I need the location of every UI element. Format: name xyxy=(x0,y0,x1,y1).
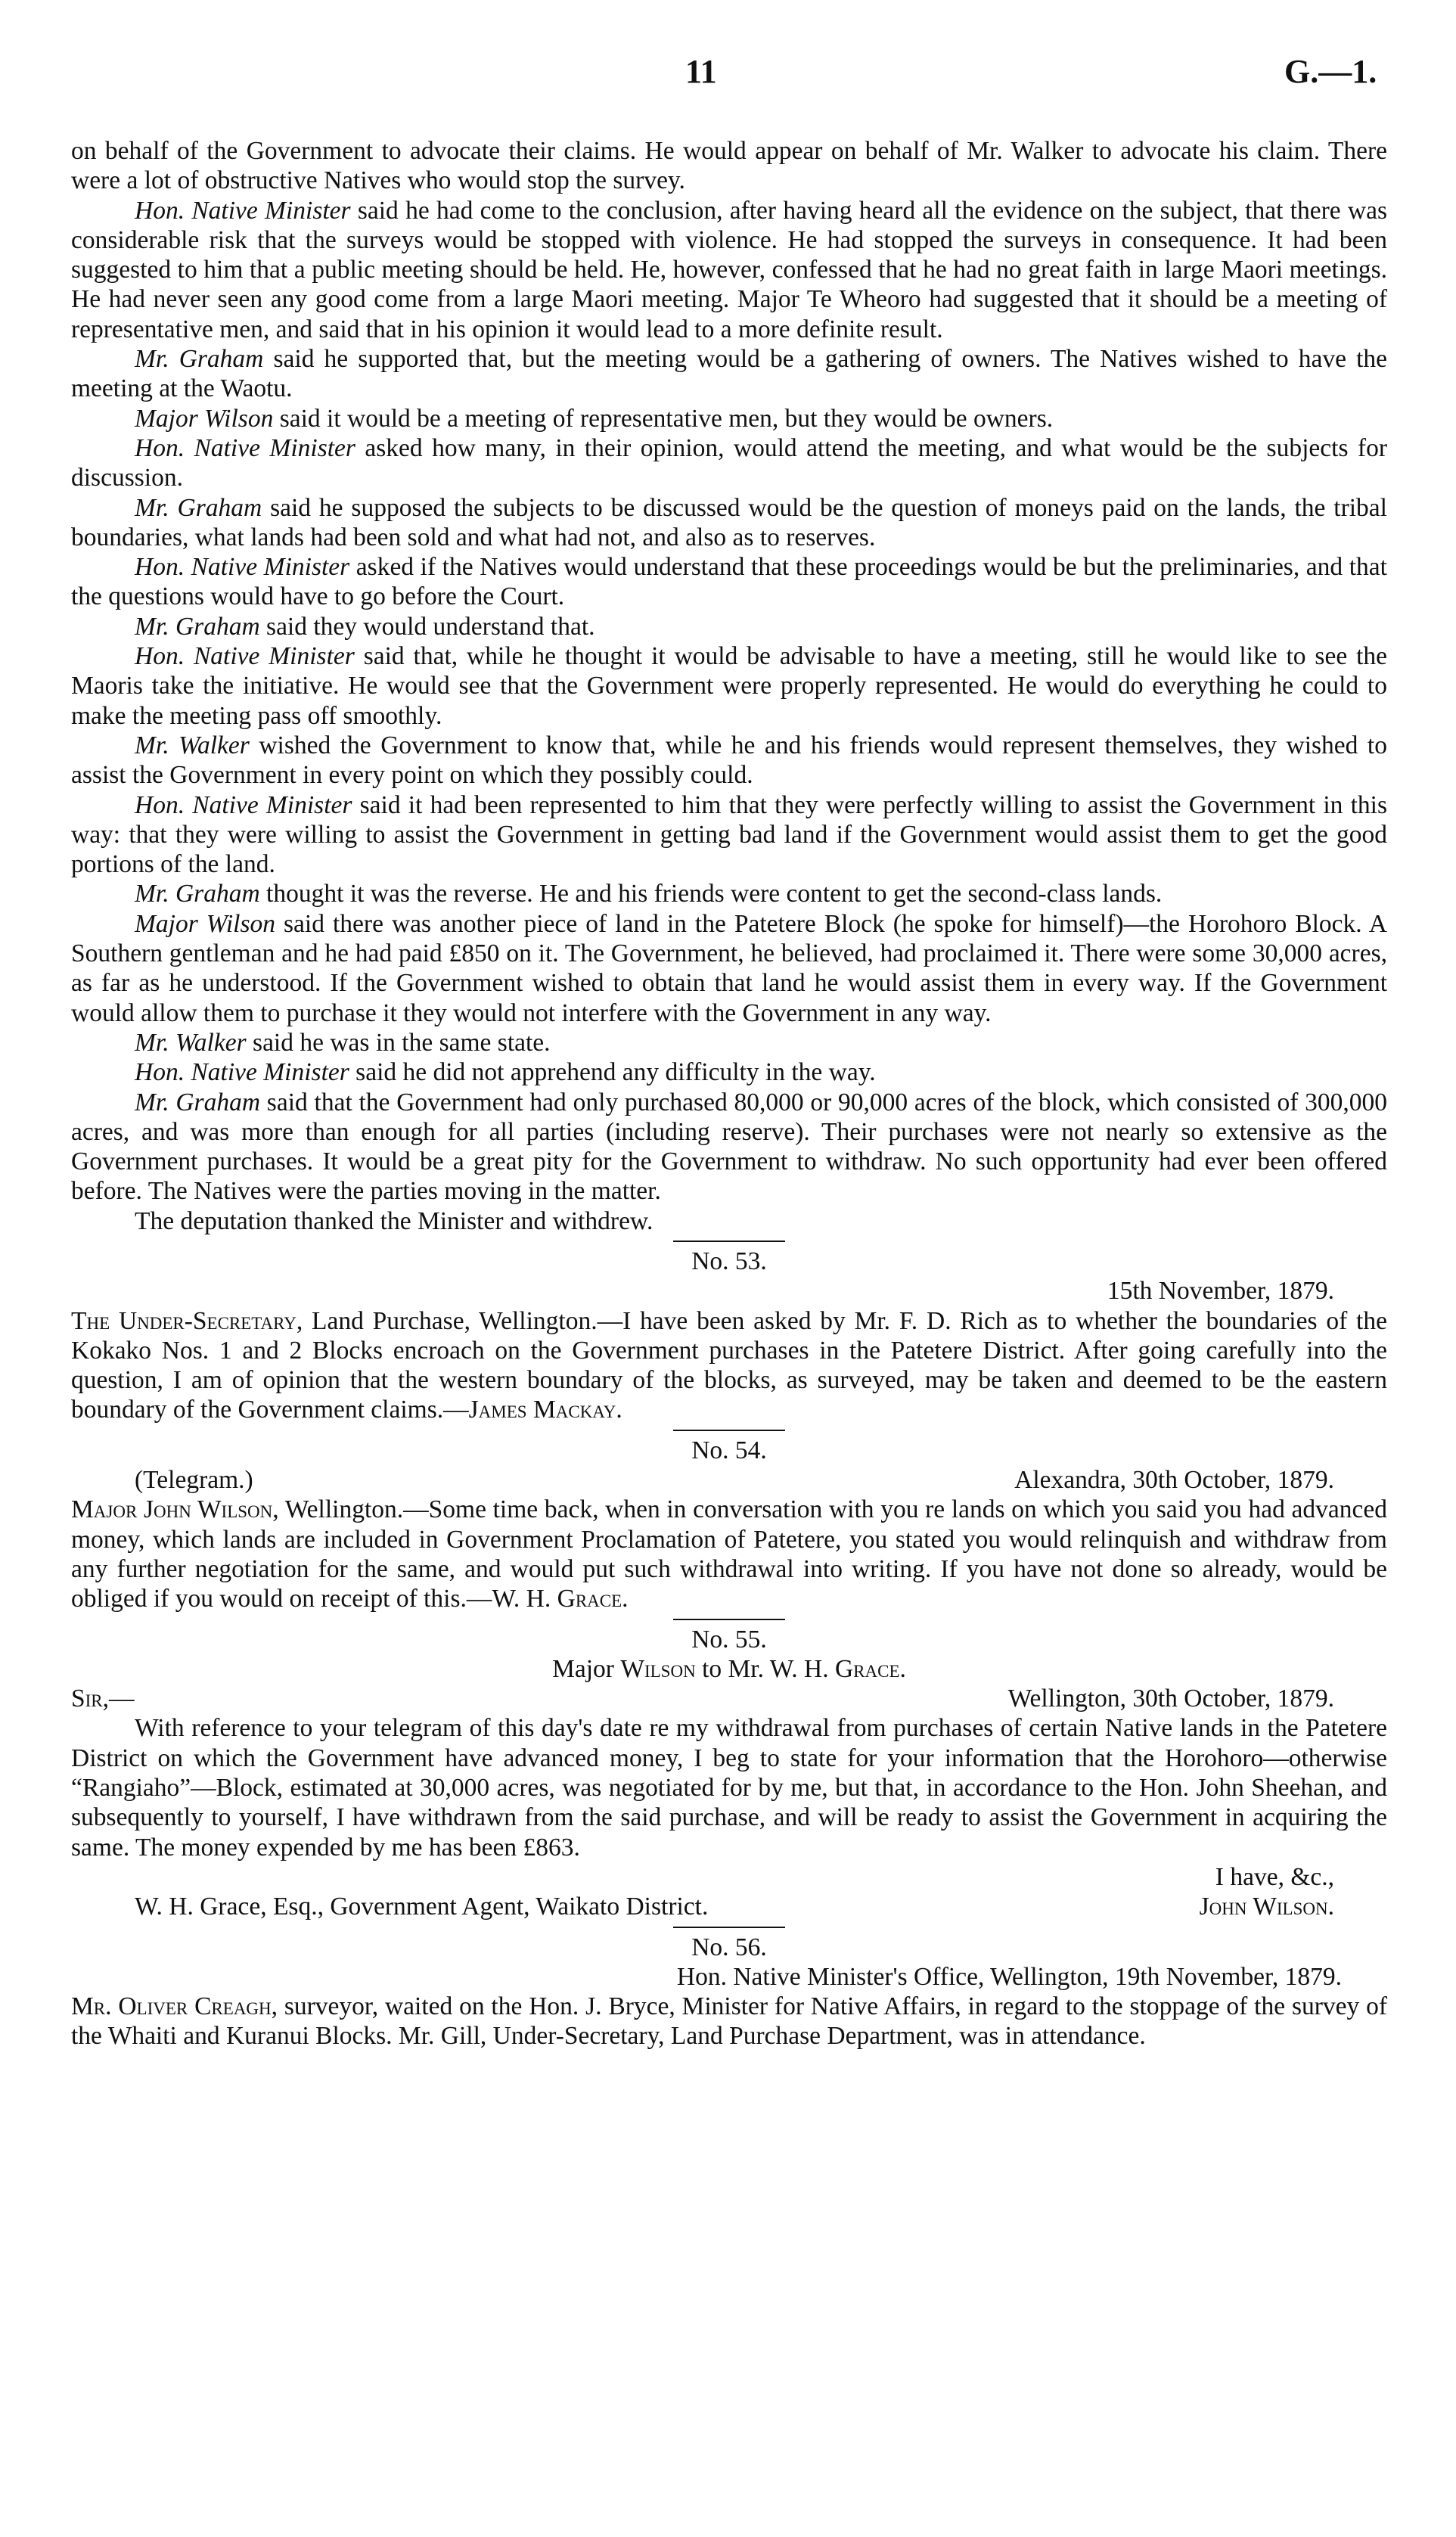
paragraph: Major Wilson said there was another piece of land in the Patetere Block (he spoke for himself)—the Horohoro Block. A Southern gentleman and he had paid £850 on it. The Government, he believed, had proclaimed it. There were some 30,000 acres, as far as he understood. If the Government wished to obtain that land he would assist them in every way. If the Government would allow them to purchase it they would not interfere with the Government in any way. xyxy=(71,909,1387,1027)
signature: John Wilson. xyxy=(1199,1893,1334,1921)
paragraph: Hon. Native Minister asked how many, in their opinion, would attend the meeting, and what would be the subjects for discussion. xyxy=(71,433,1387,492)
speaker: Major Wilson xyxy=(135,909,275,938)
paragraph: Hon. Native Minister said he had come to the conclusion, after having heard all the evidence on the subject, that there was considerable risk that the surveys would be stopped with violence. He had stopped the surveys in consequence. It had been suggested to him that a public meeting should be held. He, however, confessed that he had no great faith in large Maori meetings. He had never seen any good come from a large Maori meeting. Major Te Wheoro had suggested that it should be a meeting of representative men, and said that in his opinion it would lead to a more definite result. xyxy=(71,196,1387,343)
speaker: Mr. Graham xyxy=(135,1088,261,1116)
paragraph: Hon. Native Minister asked if the Natives would understand that these proceedings would be but the preliminaries, and that the questions would have to go before the Court. xyxy=(71,553,1387,611)
page-number: 11 xyxy=(685,53,717,90)
paragraph: Major John Wilson, Wellington.—Some time back, when in conversation with you re lands on which you said you had advanced money, which lands are included in Government Proclamation of Patetere, you stated you would relinquish and withdraw from any further negotiation for the same, and would put such withdrawal into writing. If you have not done so already, would be obliged if you would on receipt of this.—W. H. Grace. xyxy=(71,1495,1387,1613)
paragraph: The Under-Secretary, Land Purchase, Wellington.—I have been asked by Mr. F. D. Rich as to whether the boundaries of the Kokako Nos. 1 and 2 Blocks encroach on the Government purchases in the Patetere District. After going carefully into the question, I am of opinion that the western boundary of the blocks, as surveyed, may be taken and deemed to be the eastern boundary of the Government claims.—James Mackay. xyxy=(71,1306,1387,1424)
telegram-line xyxy=(71,1465,1387,1495)
salutation-line xyxy=(71,1684,1387,1713)
salutation: Sir,— xyxy=(71,1685,135,1713)
paragraph: Mr. Graham said he supported that, but the meeting would be a gathering of owners. The Natives wished to have the meeting at the Waotu. xyxy=(71,345,1388,403)
speaker: Hon. Native Minister xyxy=(135,433,355,462)
section-divider xyxy=(673,1619,785,1620)
section-divider xyxy=(673,1927,785,1928)
signature: James Mackay. xyxy=(468,1396,622,1424)
letter-date: Alexandra, 30th October, 1879. xyxy=(1014,1466,1334,1495)
section-heading: No. 56. xyxy=(691,1933,767,1961)
section-divider xyxy=(673,1241,785,1242)
closing: I have, &c., xyxy=(1215,1862,1334,1891)
addressee: Major John Wilson xyxy=(71,1495,273,1524)
speaker: Mr. Graham xyxy=(135,612,260,641)
text-column xyxy=(71,136,1387,2051)
paragraph: Mr. Walker wished the Government to know that, while he and his friends would represent themselves, they wished to assist the Government in every point on which they possibly could. xyxy=(71,731,1387,790)
paragraph: The deputation thanked the Minister and withdrew. xyxy=(135,1206,653,1235)
paragraph: Hon. Native Minister said he did not apprehend any difficulty in the way. xyxy=(135,1058,876,1087)
speaker: Hon. Native Minister xyxy=(135,553,350,582)
paragraph: on behalf of the Government to advocate their claims. He would appear on behalf of Mr. Walker to advocate his claim. There were a lot of obstructive Natives who would stop the survey. xyxy=(71,137,1387,195)
paragraph: Major Wilson said it would be a meeting of representative men, but they would be owners. xyxy=(135,404,1054,433)
paragraph: Mr. Walker said he was in the same state. xyxy=(135,1028,551,1057)
document-reference: G.—1. xyxy=(1284,53,1377,90)
paragraph: Mr. Graham said that the Government had only purchased 80,000 or 90,000 acres of the block, which consisted of 300,000 acres, and was more than enough for all parties (including reserve). Their purchases were not nearly so extensive as the Government purchases. It would be a great pity for the Government to withdraw. No such opportunity had ever been offered before. The Natives were the parties moving in the matter. xyxy=(71,1088,1387,1206)
signature: Grace. xyxy=(557,1585,629,1613)
paragraph: Mr. Graham thought it was the reverse. He and his friends were content to get the second-class lands. xyxy=(135,880,1163,908)
section-divider xyxy=(673,1430,785,1431)
speaker: Mr. Graham xyxy=(135,345,264,374)
subject-person: Mr. Oliver Creagh xyxy=(71,1992,272,2021)
speaker: Mr. Graham xyxy=(135,493,262,522)
paragraph: With reference to your telegram of this day's date re my withdrawal from purchases of certain Native lands in the Patetere District on which the Government have advanced money, I beg to state for your information that the Horohoro—otherwise “Rangiaho”—Block, estimated at 30,000 acres, was negotiated for by me, but that, in accordance to the Hon. John Sheehan, and subsequently to yourself, I have withdrawn from the said purchase, and will be ready to assist the Government in acquiring the same. The money expended by me has been £863. xyxy=(71,1714,1387,1862)
letter-date: Wellington, 30th October, 1879. xyxy=(1007,1685,1334,1713)
message-type: (Telegram.) xyxy=(135,1466,253,1495)
speaker: Mr. Walker xyxy=(135,731,250,759)
signature-line xyxy=(71,1892,1387,1921)
letter-title: Major Wilson to Mr. W. H. Grace. xyxy=(552,1654,906,1683)
paragraph: Mr. Oliver Creagh, surveyor, waited on the Hon. J. Bryce, Minister for Native Affairs, in regard to the stoppage of the survey of the Whaiti and Kuranui Blocks. Mr. Gill, Under-Secretary, Land Purchase Department, was in attendance. xyxy=(71,1992,1388,2051)
paragraph: Hon. Native Minister said it had been represented to him that they were perfectly willing to assist the Government in this way: that they were willing to assist the Government in getting bad land if the Government would assist them to get the good portions of the land. xyxy=(71,790,1387,879)
paragraph: Mr. Graham said he supposed the subjects to be discussed would be the question of moneys paid on the lands, the tribal boundaries, what lands had been sold and what had not, and also as to reserves. xyxy=(71,493,1387,551)
paragraph: Hon. Native Minister said that, while he thought it would be advisable to have a meeting, still he would like to see the Maoris take the initiative. He would see that the Government were properly represented. He would do everything he could to make the meeting pass off smoothly. xyxy=(71,642,1387,730)
letter-date: 15th November, 1879. xyxy=(1107,1277,1334,1306)
speaker: Hon. Native Minister xyxy=(135,790,352,819)
recipient: W. H. Grace, Esq., Government Agent, Waikato District. xyxy=(135,1893,709,1921)
speaker: Mr. Graham xyxy=(135,880,260,908)
addressee: The Under-Secretary xyxy=(71,1306,296,1335)
speaker: Mr. Walker xyxy=(135,1028,247,1057)
paragraph: Mr. Graham said they would understand that. xyxy=(135,612,595,641)
letter-date: Hon. Native Minister's Office, Wellington, 19th November, 1879. xyxy=(676,1962,1342,1991)
speaker: Hon. Native Minister xyxy=(135,196,351,225)
speaker: Hon. Native Minister xyxy=(135,642,355,671)
speaker: Hon. Native Minister xyxy=(135,1058,349,1087)
speaker: Major Wilson xyxy=(135,404,274,433)
section-heading: No. 55. xyxy=(691,1625,767,1654)
section-heading: No. 54. xyxy=(691,1436,767,1464)
section-heading: No. 53. xyxy=(691,1247,767,1275)
